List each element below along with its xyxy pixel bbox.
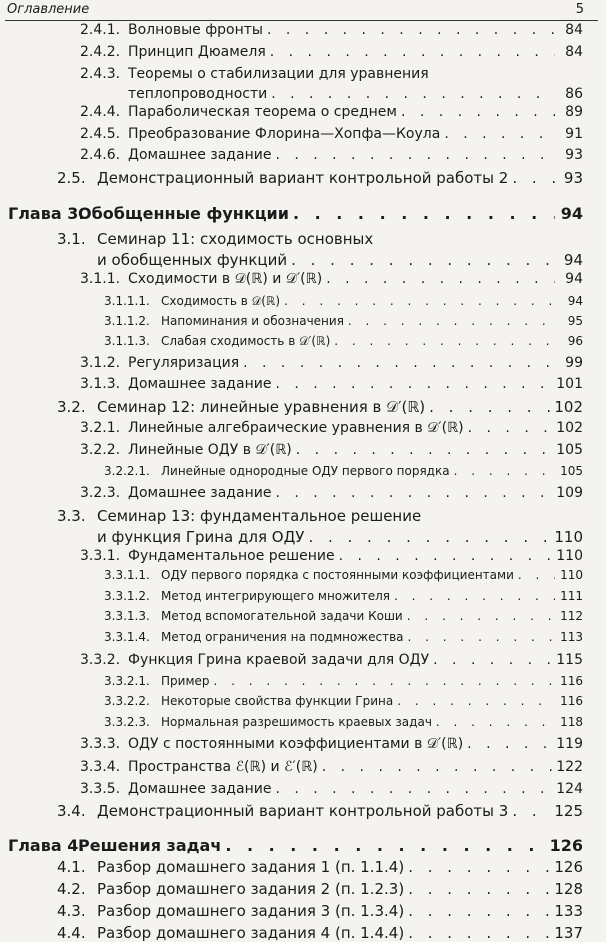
entry-page: 137 (554, 924, 583, 942)
entry-page: 102 (556, 420, 583, 436)
dot-leader (401, 104, 555, 120)
dot-leader (512, 802, 550, 820)
entry-page: 112 (560, 609, 583, 623)
dot-leader (512, 169, 555, 187)
entry-title: Напоминания и обозначения (161, 314, 344, 328)
dot-leader (270, 44, 555, 60)
dot-leader (408, 858, 550, 876)
entry-page: 89 (565, 104, 583, 120)
entry-title: Разбор домашнего задания 4 (п. 1.4.4) (97, 924, 405, 942)
dot-leader (444, 126, 555, 142)
entry-page: 94 (565, 271, 583, 287)
entry-title: Демонстрационный вариант контрольной работы 3 (97, 802, 509, 820)
entry-page: 122 (556, 759, 583, 775)
entry-number: 3.2. (57, 398, 86, 416)
entry-title: Принцип Дюамеля (128, 44, 266, 60)
entry-page: 126 (554, 858, 583, 876)
entry-number: 3.3.1.2. (104, 589, 150, 603)
entry-page: 96 (567, 334, 583, 348)
dot-leader (291, 251, 555, 269)
entry-title: Некоторые свойства функции Грина (161, 694, 394, 708)
entry-number: Глава 3. (8, 204, 85, 223)
entry-title-continued: и обобщенных функций (97, 251, 288, 269)
entry-page: 91 (565, 126, 583, 142)
entry-title: Пространства ℰ(ℝ) и ℰ′(ℝ) (128, 759, 318, 775)
entry-page: 115 (556, 652, 583, 668)
entry-page: 102 (554, 398, 583, 416)
entry-page: 124 (556, 781, 583, 797)
entry-number: 3.1.1.3. (104, 334, 150, 348)
entry-title: Разбор домашнего задания 1 (п. 1.1.4) (97, 858, 405, 876)
dot-leader (284, 294, 555, 308)
entry-title-continued: теплопроводности (128, 86, 268, 102)
entry-page: 116 (560, 694, 583, 708)
entry-page: 111 (560, 589, 583, 603)
page-number: 5 (575, 2, 584, 17)
entry-number: 3.3.4. (80, 759, 121, 775)
dot-leader (454, 464, 555, 478)
dot-leader (429, 398, 550, 416)
dot-leader (397, 694, 555, 708)
entry-page: 126 (549, 836, 583, 855)
dot-leader (296, 442, 553, 458)
entry-number: 3.3.2.3. (104, 715, 150, 729)
entry-title: Метод вспомогательной задачи Коши (161, 609, 403, 623)
entry-title: Нормальная разрешимость краевых задач (161, 715, 432, 729)
entry-title: Семинар 13: фундаментальное решение (97, 507, 422, 525)
dot-leader (518, 568, 555, 582)
entry-title: Домашнее задание (128, 147, 272, 163)
entry-title: Обобщенные функции (78, 204, 289, 223)
dot-leader (214, 674, 556, 688)
entry-title: Теоремы о стабилизации для уравнения (128, 66, 429, 82)
entry-page: 110 (554, 528, 583, 546)
dot-leader (334, 334, 555, 348)
entry-title: Линейные однородные ОДУ первого порядка (161, 464, 450, 478)
entry-title: Разбор домашнего задания 3 (п. 1.3.4) (97, 902, 405, 920)
entry-page: 94 (567, 294, 583, 308)
entry-number: 3.3.3. (80, 736, 121, 752)
dot-leader (408, 630, 555, 644)
entry-title: Домашнее задание (128, 781, 272, 797)
entry-title: Метод интегрирующего множителя (161, 589, 390, 603)
entry-number: 3.2.2.1. (104, 464, 150, 478)
entry-number: 3.2.3. (80, 485, 121, 501)
dot-leader (348, 314, 555, 328)
dot-leader (408, 924, 550, 942)
dot-leader (326, 271, 555, 287)
entry-number: 4.4. (57, 924, 86, 942)
entry-title: Метод ограничения на подмножества (161, 630, 404, 644)
entry-page: 105 (560, 464, 583, 478)
entry-page: 86 (565, 86, 583, 102)
entry-number: 3.3.1.1. (104, 568, 150, 582)
entry-title: Семинар 12: линейные уравнения в 𝒟′(ℝ) (97, 398, 426, 416)
entry-title: Решения задач (78, 836, 222, 855)
entry-number: 2.4.3. (80, 66, 121, 82)
entry-number: 3.3.5. (80, 781, 121, 797)
entry-page: 84 (565, 22, 583, 38)
dot-leader (275, 376, 552, 392)
entry-title: Семинар 11: сходимость основных (97, 230, 374, 248)
entry-page: 109 (556, 485, 583, 501)
entry-title: Линейные алгебраические уравнения в 𝒟′(ℝ) (128, 420, 464, 436)
entry-title: Регуляризация (128, 355, 240, 371)
entry-title: Функция Грина краевой задачи для ОДУ (128, 652, 430, 668)
entry-number: 2.4.1. (80, 22, 121, 38)
dot-leader (408, 902, 550, 920)
entry-page: 94 (563, 251, 583, 269)
entry-page: 110 (560, 568, 583, 582)
dot-leader (407, 609, 555, 623)
entry-number: 3.1. (57, 230, 86, 248)
entry-number: 4.3. (57, 902, 86, 920)
dot-leader (433, 652, 552, 668)
entry-number: 3.1.1. (80, 271, 121, 287)
entry-page: 99 (565, 355, 583, 371)
running-title: Оглавление (7, 2, 90, 17)
dot-leader (275, 485, 552, 501)
entry-page: 113 (560, 630, 583, 644)
dot-leader (436, 715, 555, 729)
entry-number: 3.3.2.2. (104, 694, 150, 708)
dot-leader (467, 736, 552, 752)
entry-page: 93 (565, 147, 583, 163)
dot-leader (271, 86, 555, 102)
dot-leader (275, 147, 555, 163)
dot-leader (243, 355, 555, 371)
entry-number: 3.1.3. (80, 376, 121, 392)
entry-title: Волновые фронты (128, 22, 263, 38)
entry-number: 2.4.4. (80, 104, 121, 120)
entry-title: Пример (161, 674, 210, 688)
entry-number: 2.4.6. (80, 147, 121, 163)
entry-number: 3.3.2. (80, 652, 121, 668)
entry-number: Глава 4. (8, 836, 85, 855)
entry-number: 3.1.2. (80, 355, 121, 371)
dot-leader (468, 420, 553, 436)
entry-page: 119 (556, 736, 583, 752)
entry-page: 133 (554, 902, 583, 920)
entry-number: 3.3.2.1. (104, 674, 150, 688)
entry-title: Фундаментальное решение (128, 548, 335, 564)
dot-leader (322, 759, 553, 775)
entry-number: 3.3.1.3. (104, 609, 150, 623)
entry-page: 93 (563, 169, 583, 187)
entry-number: 3.2.2. (80, 442, 121, 458)
entry-title: Сходимости в 𝒟(ℝ) и 𝒟′(ℝ) (128, 271, 323, 287)
entry-title: Линейные ОДУ в 𝒟′(ℝ) (128, 442, 292, 458)
entry-page: 118 (560, 715, 583, 729)
entry-page: 94 (560, 204, 583, 223)
entry-page: 105 (556, 442, 583, 458)
entry-number: 3.3.1.4. (104, 630, 150, 644)
dot-leader (293, 204, 555, 223)
entry-title: ОДУ первого порядка с постоянными коэффициентами (161, 568, 514, 582)
entry-title: Преобразование Флорина—Хопфа—Коула (128, 126, 441, 142)
entry-page: 128 (554, 880, 583, 898)
entry-title: Слабая сходимость в 𝒟′(ℝ) (161, 334, 331, 348)
entry-page: 84 (565, 44, 583, 60)
entry-page: 116 (560, 674, 583, 688)
entry-page: 101 (556, 376, 583, 392)
entry-number: 4.1. (57, 858, 86, 876)
entry-number: 3.1.1.2. (104, 314, 150, 328)
entry-number: 3.2.1. (80, 420, 121, 436)
entry-number: 3.1.1.1. (104, 294, 150, 308)
dot-leader (225, 836, 545, 855)
entry-number: 3.4. (57, 802, 86, 820)
entry-number: 2.4.5. (80, 126, 121, 142)
dot-leader (339, 548, 553, 564)
entry-number: 2.4.2. (80, 44, 121, 60)
entry-title: Параболическая теорема о среднем (128, 104, 397, 120)
entry-number: 3.3. (57, 507, 86, 525)
dot-leader (267, 22, 555, 38)
entry-number: 2.5. (57, 169, 86, 187)
entry-number: 3.3.1. (80, 548, 121, 564)
entry-title: Разбор домашнего задания 2 (п. 1.2.3) (97, 880, 405, 898)
dot-leader (308, 528, 550, 546)
entry-number: 4.2. (57, 880, 86, 898)
dot-leader (408, 880, 550, 898)
dot-leader (275, 781, 552, 797)
entry-page: 125 (554, 802, 583, 820)
entry-title-continued: и функция Грина для ОДУ (97, 528, 305, 546)
entry-title: Сходимость в 𝒟(ℝ) (161, 294, 281, 308)
entry-title: Домашнее задание (128, 376, 272, 392)
entry-page: 110 (556, 548, 583, 564)
entry-title: Домашнее задание (128, 485, 272, 501)
dot-leader (394, 589, 555, 603)
entry-title: ОДУ с постоянными коэффициентами в 𝒟′(ℝ) (128, 736, 464, 752)
entry-page: 95 (567, 314, 583, 328)
entry-title: Демонстрационный вариант контрольной работы 2 (97, 169, 509, 187)
